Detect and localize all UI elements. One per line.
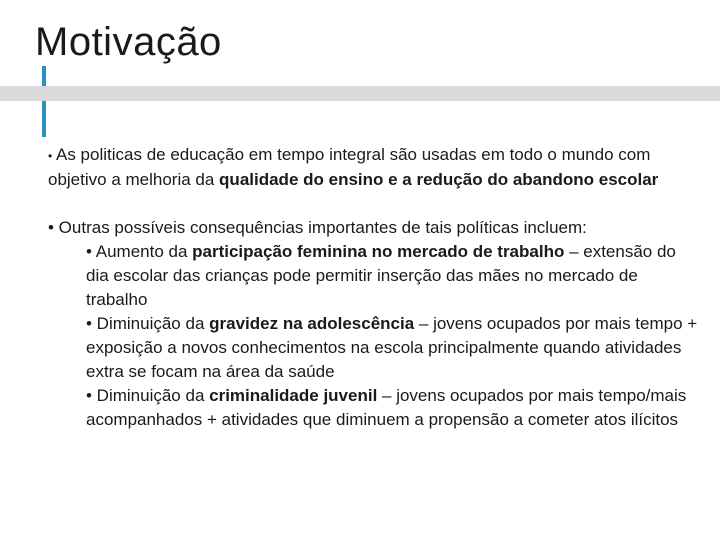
bullet-2-text: Outras possíveis consequências importantes de tais políticas incluem: <box>53 218 587 237</box>
sub-bullet-2-pre: • Diminuição da <box>86 314 210 333</box>
sub-bullet-1-pre: • Aumento da <box>86 242 193 261</box>
sub-bullet-3-pre: • Diminuição da <box>86 386 210 405</box>
paragraph-gap <box>48 192 698 216</box>
slide-content <box>48 143 698 432</box>
sub-bullet-3-bold: criminalidade juvenil <box>209 386 378 405</box>
sub-bullet-2 <box>86 312 698 384</box>
bullet-1 <box>48 143 698 192</box>
sub-bullet-2-bold: gravidez na adolescência <box>209 314 415 333</box>
bullet-1-text: As politicas de educação em tempo integral são usadas em todo o mundo com objetivo a melhoria da <box>48 145 651 189</box>
accent-line-bottom <box>42 101 46 137</box>
slide-title: Motivação <box>35 20 222 64</box>
sub-bullet-3 <box>86 384 698 432</box>
sub-bullet-1-bold: participação feminina no mercado de trabalho <box>192 242 565 261</box>
sub-bullet-3-post: – jovens ocupados por mais tempo/mais acompanhados + atividades que diminuem a propensão a cometer atos ilícitos <box>86 386 687 429</box>
bullet-2 <box>48 216 698 240</box>
bullet-1-bold: qualidade do ensino e a redução do abandono escolar <box>219 170 659 189</box>
sub-bullet-1 <box>86 240 698 312</box>
bullet-marker: • <box>48 149 53 163</box>
bullet-marker: • <box>48 218 54 237</box>
sub-bullet-2-post: – jovens ocupados por mais tempo + exposição a novos conhecimentos na escola principalmente quando atividades extra se focam na área da saúde <box>86 314 698 381</box>
sub-bullet-1-post: – extensão do dia escolar das crianças pode permitir inserção das mães no mercado de trabalho <box>86 242 676 309</box>
title-divider-bar <box>0 86 720 101</box>
accent-line-top <box>42 66 46 86</box>
